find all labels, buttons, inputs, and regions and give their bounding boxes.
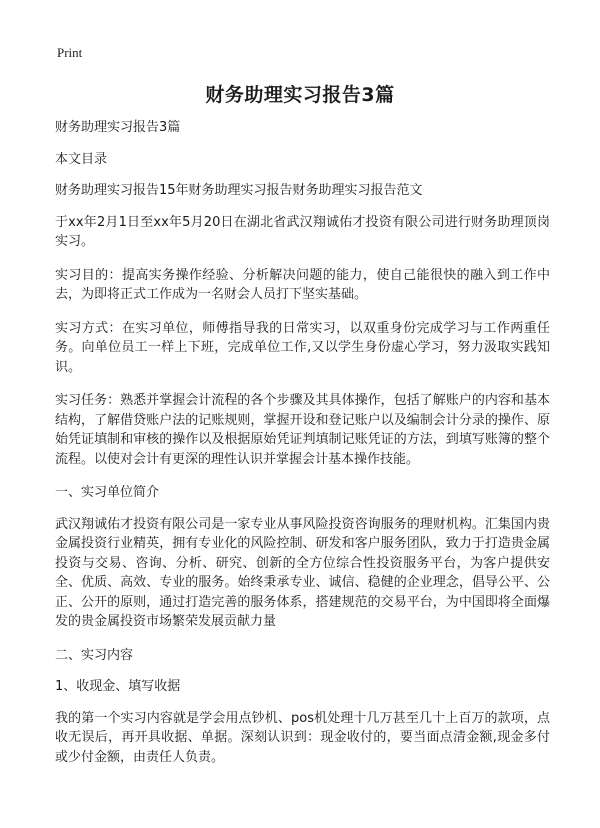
paragraph-internship-purpose: 实习目的：提高实务操作经验、分析解决问题的能力，使自己能很快的融入到工作中去，为即将正式工作成为一名财会人员打下坚实基础。 [55,267,550,302]
paragraph-internship-method: 实习方式：在实习单位，师傅指导我的日常实习，以双重身份完成学习与工作两重任务。向单位员工一样上下班，完成单位工作,又以学生身份虚心学习，努力汲取实践知识。 [55,320,550,375]
section-heading-company-intro: 一、实习单位简介 [55,485,160,500]
paragraph-toc-heading: 本文目录 [55,151,108,167]
subsection-heading-cash-receipts: 1、收现金、填写收据 [55,679,181,694]
paragraph-subtitle: 财务助理实习报告3篇 [55,120,181,135]
paragraph-cash-receipts: 我的第一个实习内容就是学会用点钞机、pos机处理十几万甚至几十上百万的款项，点收无误后，再开具收据、单据。深刻认识到：现金收付的，要当面点清金额,现金多付或少付金额，由责任人负责。 [55,710,550,765]
paragraph-toc-entries: 财务助理实习报告15年财务助理实习报告财务助理实习报告范文 [55,183,423,198]
document-title: 财务助理实习报告3篇 [205,84,395,106]
paragraph-company-intro: 武汉翔诚佑才投资有限公司是一家专业从事风险投资咨询服务的理财机构。汇集国内贵金属投资行业精英，拥有专业化的风险控制、研发和客户服务团队，致力于打造贵金属投资与交易、咨询、分析、研究、创新的全方位综合性投资服务平台，为客户提供安全、优质、高效、专业的服务。始终秉承专业、诚信、稳健的企业理念，倡导公平、公正、公开的原则，通过打造完善的服务体系，搭建规范的交易平台，为中国即将全面爆发的贵金属投资市场繁荣发展贡献力量 [55,516,550,629]
section-heading-internship-content: 二、实习内容 [55,647,134,663]
print-link[interactable]: Print [57,45,83,60]
paragraph-internship-tasks: 实习任务：熟悉并掌握会计流程的各个步骤及其具体操作，包括了解账户的内容和基本结构，了解借贷账户法的记账规则，掌握开设和登记账户以及编制会计分录的操作、原始凭证填制和审核的操作以及根据原始凭证判填制记账凭证的方法，到填写账簿的整个流程。以使对会计有更深的理性认识并掌握会计基本操作技能。 [55,393,550,467]
paragraph-internship-period: 于xx年2月1日至xx年5月20日在湖北省武汉翔诚佑才投资有限公司进行财务助理顶岗实习。 [55,214,550,249]
document-body [55,118,550,781]
